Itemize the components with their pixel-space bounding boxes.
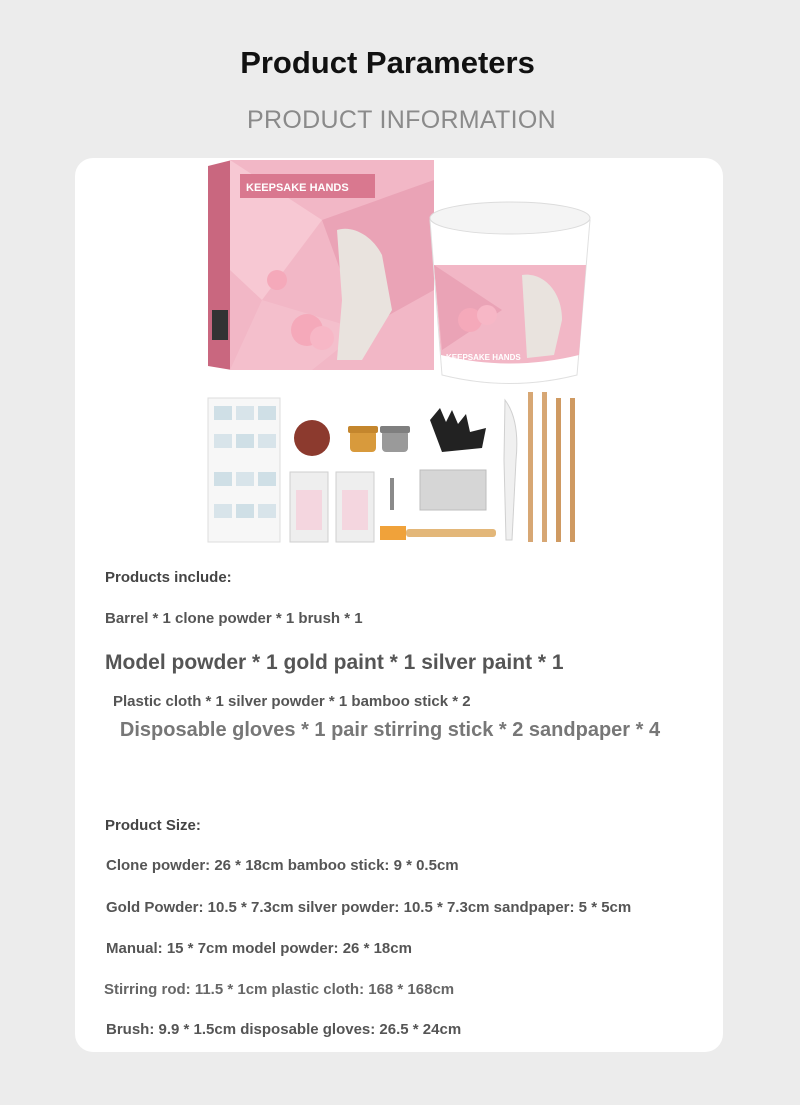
products-include-line: Plastic cloth * 1 silver powder * 1 bamboo stick * 2	[113, 693, 471, 710]
product-size-line: Clone powder: 26 * 18cm bamboo stick: 9 * 0.5cm	[106, 857, 459, 874]
products-include-line: Disposable gloves * 1 pair stirring stick * 2 sandpaper * 4	[119, 719, 661, 741]
products-include-line: Model powder * 1 gold paint * 1 silver paint * 1	[105, 651, 564, 674]
page-title: Product Parameters	[240, 45, 535, 80]
powder-bags	[290, 472, 374, 542]
product-size-line: Manual: 15 * 7cm model powder: 26 * 18cm	[106, 940, 412, 957]
kit-bucket	[430, 202, 590, 384]
products-include-heading: Products include:	[105, 569, 232, 586]
product-size-heading: Product Size:	[105, 817, 201, 834]
stirring-knife	[504, 400, 517, 540]
bucket-label: KEEPSAKE HANDS	[446, 353, 521, 362]
product-image	[202, 160, 592, 550]
kit-box	[208, 160, 434, 370]
box-label: KEEPSAKE HANDS	[246, 182, 349, 194]
instruction-manual	[208, 398, 280, 542]
page-subtitle: PRODUCT INFORMATION	[247, 106, 556, 134]
safety-pin	[390, 478, 394, 510]
sandpaper-disc	[294, 420, 330, 456]
plastic-cloth	[420, 470, 486, 510]
bamboo-sticks	[528, 392, 575, 542]
black-glove	[430, 408, 486, 452]
product-size-line: Stirring rod: 11.5 * 1cm plastic cloth: 168 * 168cm	[104, 981, 455, 998]
products-include-line: Barrel * 1 clone powder * 1 brush * 1	[105, 610, 363, 627]
product-size-line: Gold Powder: 10.5 * 7.3cm silver powder: 10.5 * 7.3cm sandpaper: 5 * 5cm	[106, 899, 632, 916]
brush	[380, 526, 496, 540]
paint-jars	[348, 426, 410, 452]
product-size-line: Brush: 9.9 * 1.5cm disposable gloves: 26.5 * 24cm	[106, 1021, 462, 1038]
